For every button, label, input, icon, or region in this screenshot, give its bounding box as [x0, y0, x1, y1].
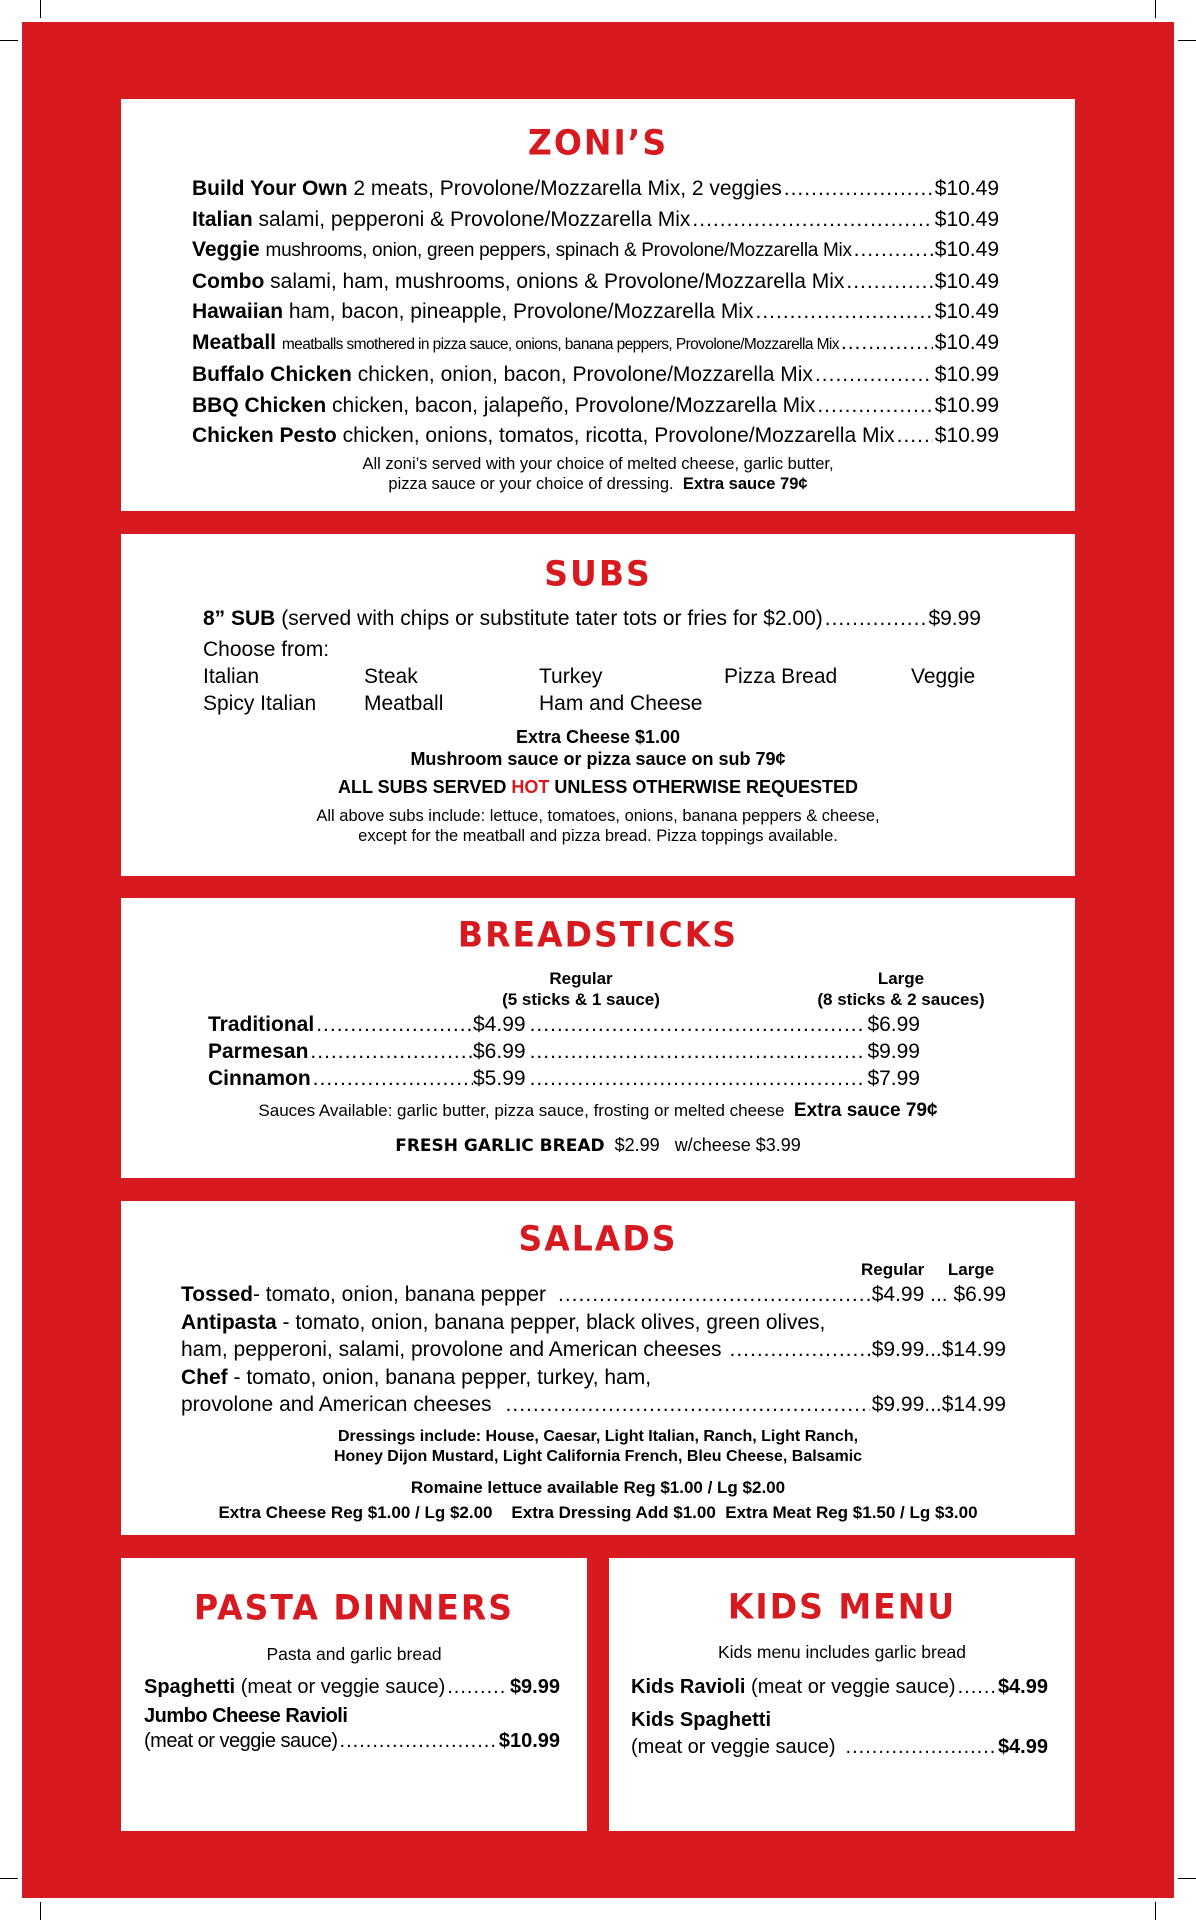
- salads-title: SALADS: [518, 1218, 678, 1259]
- leader-dots: [447, 1672, 508, 1703]
- crop-mark: [1178, 1878, 1196, 1879]
- zoni-name: Hawaiian: [192, 300, 284, 323]
- crop-mark: [0, 40, 18, 41]
- leader-dots: [854, 235, 933, 266]
- sub-name: 8” SUB: [203, 607, 276, 630]
- zonis-list: [192, 174, 999, 452]
- leader-dots: [817, 391, 932, 422]
- leader-dots: [692, 205, 932, 236]
- crop-mark: [1155, 0, 1156, 18]
- salad-row: provolone and American cheeses ..... $9.99...$14.99: [181, 1391, 1006, 1419]
- breadstick-large-price: $7.99: [867, 1067, 920, 1090]
- pasta-list: [144, 1672, 560, 1753]
- pasta-panel: [121, 1558, 587, 1831]
- zoni-item: [192, 328, 999, 361]
- zonis-note: All zoni’s served with your choice of melted cheese, garlic butter, pizza sauce or your choice of dressing. Extra sauce 79¢: [362, 455, 834, 493]
- leader-dots: [530, 1011, 864, 1038]
- leader-dots: [784, 174, 933, 205]
- leader-dots: [558, 1281, 870, 1309]
- sub-option: Pizza Bread: [724, 665, 838, 688]
- subs-title: SUBS: [544, 553, 652, 594]
- crop-mark: [40, 1902, 41, 1920]
- crop-mark: [40, 0, 41, 18]
- leader-dots: [841, 328, 933, 359]
- zoni-name: Buffalo Chicken: [192, 363, 352, 386]
- zoni-price: $10.49: [934, 300, 999, 323]
- breadsticks-sauces: Sauces Available: garlic butter, pizza sauce, frosting or melted cheese Extra sauce 79¢: [258, 1100, 938, 1121]
- salad-row: Antipasta - tomato, onion, banana pepper, black olives, green olives,: [181, 1310, 826, 1334]
- pasta-title: PASTA DINNERS: [193, 1587, 515, 1628]
- zoni-item: [192, 267, 999, 298]
- zoni-item: [192, 235, 999, 267]
- leader-dots: [897, 421, 933, 452]
- zonis-panel: [121, 99, 1075, 511]
- breadstick-regular-price: $4.99: [473, 1013, 526, 1036]
- breadstick-large-price: $6.99: [867, 1013, 920, 1036]
- subs-includes: All above subs include: lettuce, tomatoes, onions, banana peppers & cheese, except for the meatball and pizza bread. Pizza toppings available.: [316, 807, 880, 845]
- kids-subtitle: Kids menu includes garlic bread: [717, 1642, 967, 1662]
- zoni-name: Build Your Own: [192, 177, 348, 200]
- sub-option: Italian: [203, 665, 260, 688]
- leader-dots: [530, 1038, 864, 1065]
- zoni-item: [192, 360, 999, 391]
- pasta-ravioli-name: Jumbo Cheese Ravioli: [144, 1704, 348, 1727]
- choose-from: Choose from:: [203, 638, 330, 661]
- kids-spaghetti-name: Kids Spaghetti: [631, 1708, 772, 1731]
- zoni-desc: ham, bacon, pineapple, Provolone/Mozzarella Mix: [288, 300, 754, 323]
- leader-dots: [958, 1672, 996, 1703]
- breadsticks-title: BREADSTICKS: [457, 914, 739, 955]
- zoni-item: [192, 421, 999, 452]
- leader-dots: [846, 1735, 996, 1759]
- sub-row: [203, 604, 981, 635]
- breadstick-name: Cinnamon: [208, 1067, 311, 1090]
- breadsticks-regular-header: Regular (5 sticks & 1 sauce): [502, 969, 660, 1009]
- crop-mark: [0, 1878, 18, 1879]
- zoni-price: $10.49: [934, 207, 999, 231]
- sub-options: [203, 665, 1003, 725]
- breadstick-item: [208, 1038, 920, 1065]
- leader-dots: [755, 297, 932, 328]
- zoni-item: [192, 205, 999, 236]
- breadstick-large-price: $9.99: [867, 1040, 920, 1063]
- crop-mark: [1178, 40, 1196, 41]
- zoni-desc: salami, ham, mushrooms, onions & Provolone/Mozzarella Mix: [270, 269, 845, 293]
- salads-list: [181, 1281, 1006, 1419]
- breadstick-item: [208, 1065, 920, 1092]
- subs-extras: Extra Cheese $1.00 Mushroom sauce or pizza sauce on sub 79¢: [410, 727, 786, 769]
- leader-dots: [506, 1391, 870, 1419]
- pasta-subtitle: Pasta and garlic bread: [266, 1644, 442, 1664]
- sub-option: Steak: [364, 665, 418, 688]
- salads-panel: [121, 1201, 1075, 1535]
- breadstick-name: Traditional: [208, 1013, 315, 1036]
- leader-dots: [316, 1011, 473, 1038]
- zoni-price: $10.99: [934, 363, 999, 386]
- salad-row: Tossed - tomato, onion, banana pepper ..... $4.99 ... $6.99: [181, 1281, 1006, 1309]
- leader-dots: [815, 360, 933, 391]
- leader-dots: [846, 267, 932, 298]
- sub-option: Meatball: [364, 692, 444, 715]
- kids-row: Kids Ravioli (meat or veggie sauce) ..... $4.99: [631, 1672, 1048, 1703]
- breadstick-name: Parmesan: [208, 1040, 309, 1063]
- leader-dots: [310, 1038, 473, 1065]
- zoni-desc: chicken, onions, tomatos, ricotta, Provolone/Mozzarella Mix: [342, 424, 895, 447]
- salads-header: Regular Large: [861, 1260, 995, 1279]
- kids-panel: [609, 1558, 1075, 1831]
- leader-dots: [340, 1729, 497, 1753]
- sub-option: Ham and Cheese: [539, 692, 703, 715]
- zoni-desc: salami, pepperoni & Provolone/Mozzarella Mix: [258, 207, 691, 231]
- sub-option: Turkey: [539, 665, 603, 688]
- zoni-desc: chicken, onion, bacon, Provolone/Mozzarella Mix: [357, 363, 813, 386]
- zoni-item: [192, 391, 999, 422]
- breadstick-regular-price: $5.99: [473, 1067, 526, 1090]
- subs-panel: [121, 534, 1075, 876]
- sub-price: $9.99: [928, 607, 981, 630]
- zoni-desc: meatballs smothered in pizza sauce, onions, banana peppers, Provolone/Mozzarella Mix: [281, 335, 839, 353]
- zoni-desc: 2 meats, Provolone/Mozzarella Mix, 2 veggies: [353, 177, 782, 200]
- zoni-price: $10.99: [934, 424, 999, 447]
- leader-dots: [530, 1065, 864, 1092]
- kids-list: [631, 1672, 1048, 1759]
- zoni-price: $10.49: [934, 330, 999, 354]
- pasta-row: (meat or veggie sauce) ..... $10.99: [144, 1729, 560, 1753]
- sub-desc: (served with chips or substitute tater tots or fries for $2.00): [281, 607, 823, 630]
- pasta-row: Spaghetti (meat or veggie sauce) ..... $9.99: [144, 1672, 560, 1703]
- salad-row: Chef - tomato, onion, banana pepper, turkey, ham,: [181, 1365, 652, 1389]
- breadstick-regular-price: $6.99: [473, 1040, 526, 1063]
- zoni-item: [192, 297, 999, 328]
- salads-dressings: Dressings include: House, Caesar, Light Italian, Ranch, Light Ranch, Honey Dijon Mustard, Light California French, Bleu Cheese, Balsamic: [333, 1428, 863, 1465]
- salad-row: ham, pepperoni, salami, provolone and American cheeses ..... $9.99...$14.99: [181, 1336, 1006, 1364]
- zoni-name: BBQ Chicken: [192, 393, 327, 417]
- zoni-name: Italian: [192, 207, 253, 231]
- zoni-item: [192, 174, 999, 205]
- zonis-title: ZONI’S: [527, 122, 669, 163]
- breadstick-item: [208, 1011, 920, 1038]
- sub-option: Veggie: [911, 665, 976, 688]
- zoni-desc: mushrooms, onion, green peppers, spinach & Provolone/Mozzarella Mix: [265, 240, 852, 261]
- salads-romaine: Romaine lettuce available Reg $1.00 / Lg $2.00: [410, 1478, 786, 1497]
- salads-extras: Extra Cheese Reg $1.00 / Lg $2.00 Extra Dressing Add $1.00 Extra Meat Reg $1.50 / Lg $3.00: [218, 1503, 978, 1522]
- zoni-name: Meatball: [192, 330, 277, 354]
- kids-row: (meat or veggie sauce) ..... $4.99: [631, 1735, 1048, 1759]
- garlic-bread: FRESH GARLIC BREAD $2.99 w/cheese $3.99: [395, 1135, 801, 1156]
- zoni-price: $10.49: [934, 269, 999, 293]
- breadsticks-list: [208, 1011, 920, 1092]
- zoni-desc: chicken, bacon, jalapeño, Provolone/Mozzarella Mix: [332, 393, 816, 417]
- zoni-price: $10.49: [934, 238, 999, 261]
- subs-served-hot: ALL SUBS SERVED HOT UNLESS OTHERWISE REQUESTED: [337, 777, 859, 797]
- kids-title: KIDS MENU: [727, 1586, 957, 1627]
- zoni-name: Combo: [192, 269, 265, 293]
- leader-dots: [825, 604, 927, 635]
- zoni-name: Chicken Pesto: [192, 424, 337, 447]
- crop-mark: [1155, 1902, 1156, 1920]
- zoni-price: $10.99: [934, 393, 999, 417]
- breadsticks-panel: [121, 898, 1075, 1178]
- zoni-price: $10.49: [934, 177, 999, 200]
- breadsticks-large-header: Large (8 sticks & 2 sauces): [817, 969, 985, 1009]
- leader-dots: [313, 1065, 473, 1092]
- leader-dots: [729, 1336, 869, 1364]
- zoni-name: Veggie: [192, 238, 260, 261]
- sub-option: Spicy Italian: [203, 692, 317, 715]
